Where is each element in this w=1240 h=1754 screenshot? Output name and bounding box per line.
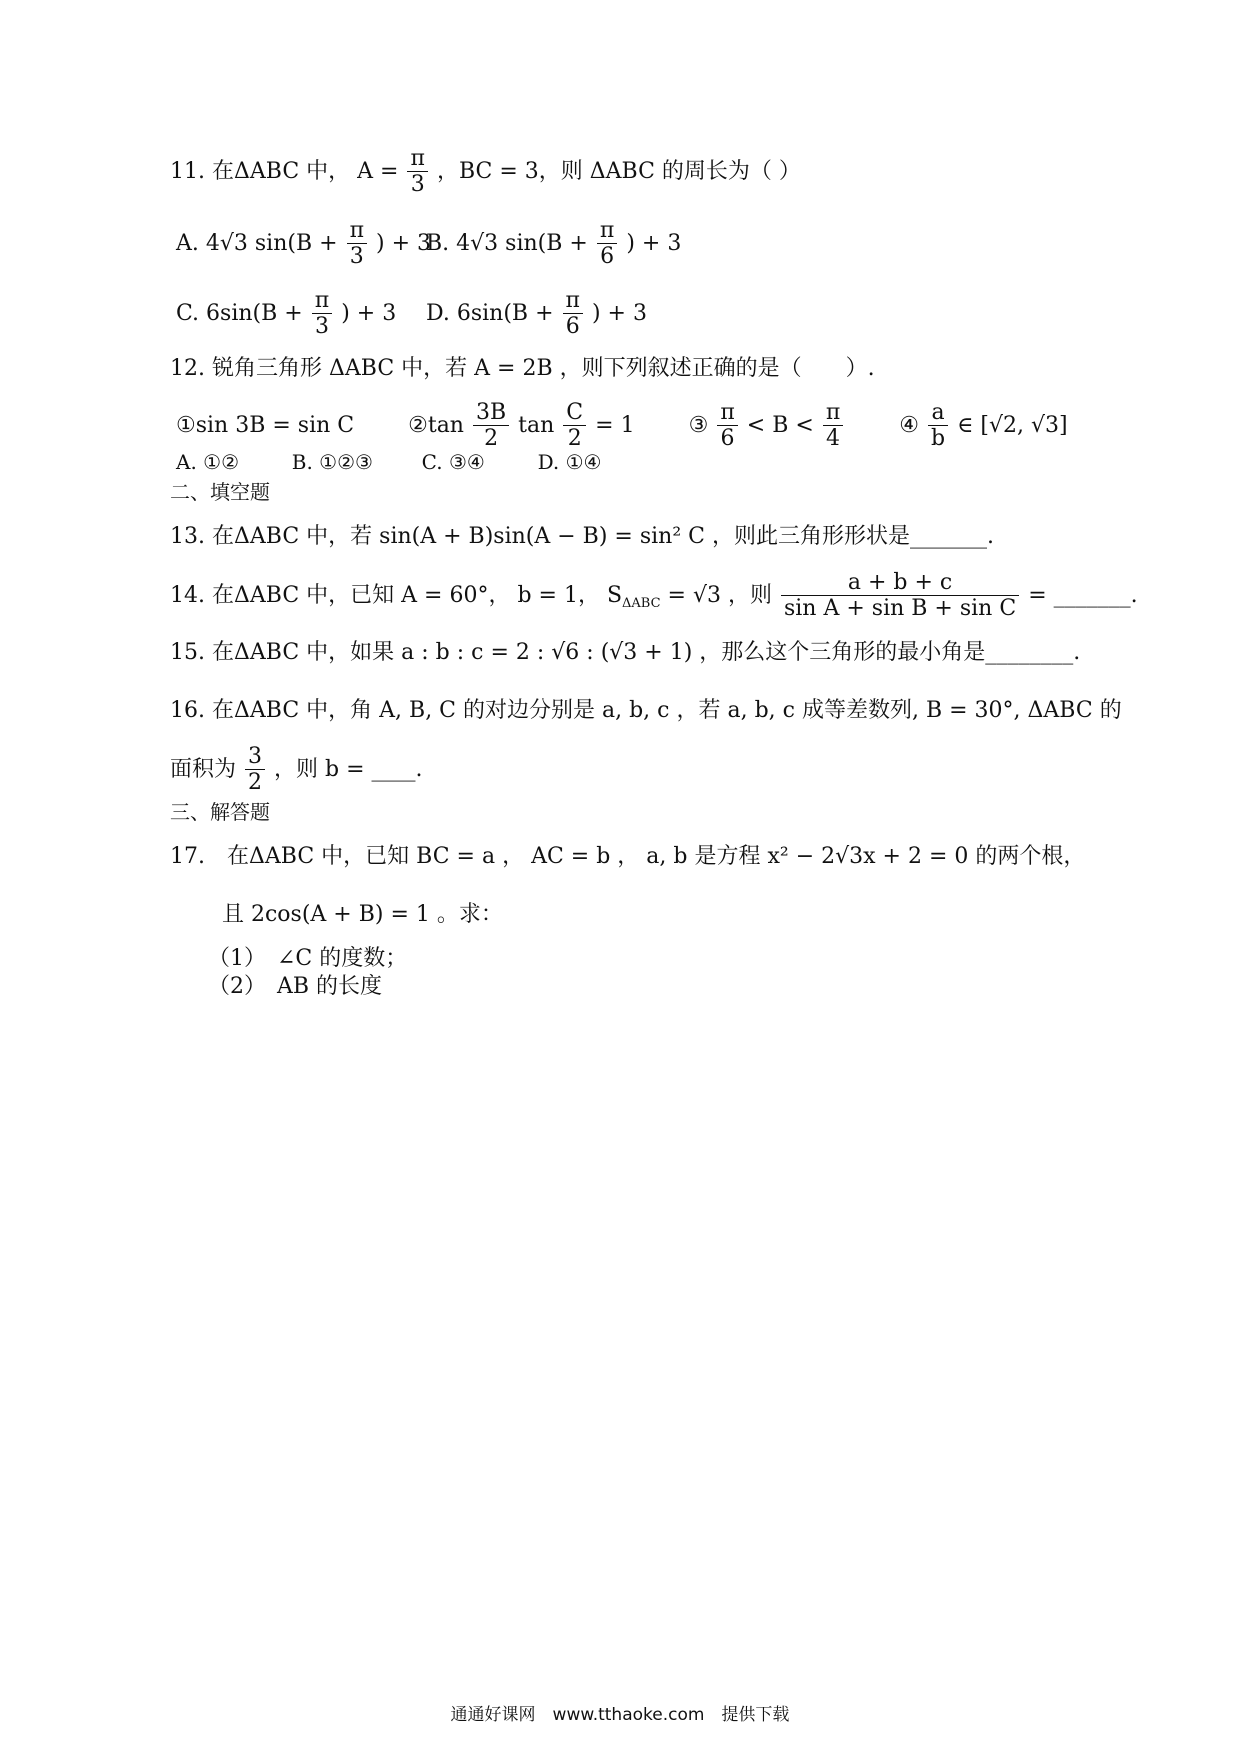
fraction-numerator: 3B — [473, 400, 509, 426]
fraction-denominator: 2 — [484, 426, 499, 452]
option-text: ) + 3 — [591, 300, 647, 326]
q12-option-b: B. ①②③ — [291, 450, 373, 474]
section-heading-fill-in: 二、填空题 — [170, 480, 270, 504]
q11-stem-pre: 11. 在ΔABC 中， A = — [170, 158, 399, 184]
statement-text: ③ — [688, 412, 709, 438]
q14 — [170, 570, 1138, 622]
q11-option-c — [176, 288, 396, 340]
statement-fraction — [563, 400, 586, 452]
fraction-denominator: 3 — [410, 172, 425, 198]
fraction-denominator: sin A + sin B + sin C — [783, 596, 1017, 622]
q12-option-d: D. ①④ — [537, 450, 602, 474]
footer-credit: 通通好课网 www.tthaoke.com 提供下载 — [450, 1705, 790, 1725]
option-fraction — [347, 218, 367, 270]
q14-text: = √3 ，则 — [667, 582, 772, 608]
option-text: ) + 3 — [341, 300, 397, 326]
statement-fraction — [473, 400, 509, 452]
fraction-denominator: 6 — [565, 314, 580, 340]
fraction-denominator: 6 — [600, 244, 615, 270]
q12-statement-1: ①sin 3B = sin C — [176, 412, 355, 438]
q11-option-b — [426, 218, 681, 270]
q11-fraction — [407, 146, 427, 198]
q12-statement-3 — [688, 400, 853, 452]
q12-statement-2 — [408, 400, 641, 452]
q14-subscript: ΔABC — [622, 596, 661, 612]
fraction-numerator: π — [823, 400, 843, 426]
q16-text: ，则 b = ____. — [274, 756, 423, 782]
q12-statements — [176, 400, 1068, 452]
statement-fraction — [823, 400, 843, 452]
statement-fraction — [928, 400, 948, 452]
fraction-numerator: π — [563, 288, 583, 314]
fraction-numerator: a — [928, 400, 948, 426]
q11-option-a — [176, 218, 431, 270]
statement-text: = 1 — [595, 412, 635, 438]
statement-fraction — [717, 400, 737, 452]
fraction-numerator: π — [347, 218, 367, 244]
q13: 13. 在ΔABC 中，若 sin(A + B)sin(A − B) = sin² C ，则此三角形形状是_______. — [170, 524, 994, 549]
q12-stem: 12. 锐角三角形 ΔABC 中，若 A = 2B ，则下列叙述正确的是（ ）. — [170, 356, 875, 381]
q12-statement-4 — [899, 400, 1068, 452]
q16-fraction — [245, 744, 265, 796]
q11-option-d — [426, 288, 647, 340]
fraction-numerator: π — [407, 146, 427, 172]
option-text: B. 4√3 sin(B + — [426, 230, 588, 256]
q14-fraction — [781, 570, 1019, 622]
q12-options — [176, 452, 601, 472]
q11-stem — [170, 146, 801, 198]
section-heading-answer: 三、解答题 — [170, 800, 270, 824]
statement-text: ②tan — [408, 412, 464, 438]
statement-text: < B < — [746, 412, 814, 438]
fraction-numerator: π — [312, 288, 332, 314]
q17-part1: （1） ∠C 的度数； — [208, 946, 408, 971]
fraction-denominator: 2 — [567, 426, 582, 452]
statement-text: ∈ [√2, √3] — [957, 412, 1068, 438]
q16-line1: 16. 在ΔABC 中，角 A, B, C 的对边分别是 a, b, c ，若 a, b, c 成等差数列, B = 30°, ΔABC 的 — [170, 698, 1122, 723]
statement-text: tan — [518, 412, 555, 438]
statement-text: ④ — [899, 412, 920, 438]
option-fraction — [312, 288, 332, 340]
q12-option-c: C. ③④ — [421, 450, 485, 474]
q14-text: = _______. — [1028, 582, 1138, 608]
option-fraction — [563, 288, 583, 340]
fraction-denominator: b — [931, 426, 946, 452]
q16-line2 — [170, 744, 423, 796]
fraction-numerator: a + b + c — [781, 570, 1019, 596]
fraction-numerator: π — [717, 400, 737, 426]
fraction-numerator: C — [563, 400, 586, 426]
fraction-denominator: 2 — [248, 770, 263, 796]
fraction-numerator: π — [597, 218, 617, 244]
fraction-numerator: 3 — [245, 744, 265, 770]
option-text: A. 4√3 sin(B + — [176, 230, 338, 256]
option-text: D. 6sin(B + — [426, 300, 554, 326]
option-text: ) + 3 — [626, 230, 682, 256]
fraction-denominator: 3 — [314, 314, 329, 340]
fraction-denominator: 4 — [826, 426, 841, 452]
q15: 15. 在ΔABC 中，如果 a : b : c = 2 : √6 : (√3 + 1) ，那么这个三角形的最小角是________. — [170, 640, 1081, 665]
q11-stem-post: ，BC = 3，则 ΔABC 的周长为（ ） — [436, 158, 801, 184]
fraction-denominator: 6 — [720, 426, 735, 452]
q17-line1: 17. 在ΔABC 中，已知 BC = a ， AC = b ， a, b 是方程 x² − 2√3x + 2 = 0 的两个根， — [170, 844, 1086, 869]
q12-option-a: A. ①② — [176, 450, 240, 474]
option-text: ) + 3 — [376, 230, 432, 256]
q17-part2: （2） AB 的长度 — [208, 974, 383, 999]
fraction-denominator: 3 — [349, 244, 364, 270]
q17-line2: 且 2cos(A + B) = 1 。求： — [222, 902, 503, 927]
option-fraction — [597, 218, 617, 270]
option-text: C. 6sin(B + — [176, 300, 303, 326]
q14-text: 14. 在ΔABC 中，已知 A = 60°， b = 1， S — [170, 582, 623, 608]
q16-text: 面积为 — [170, 756, 237, 782]
